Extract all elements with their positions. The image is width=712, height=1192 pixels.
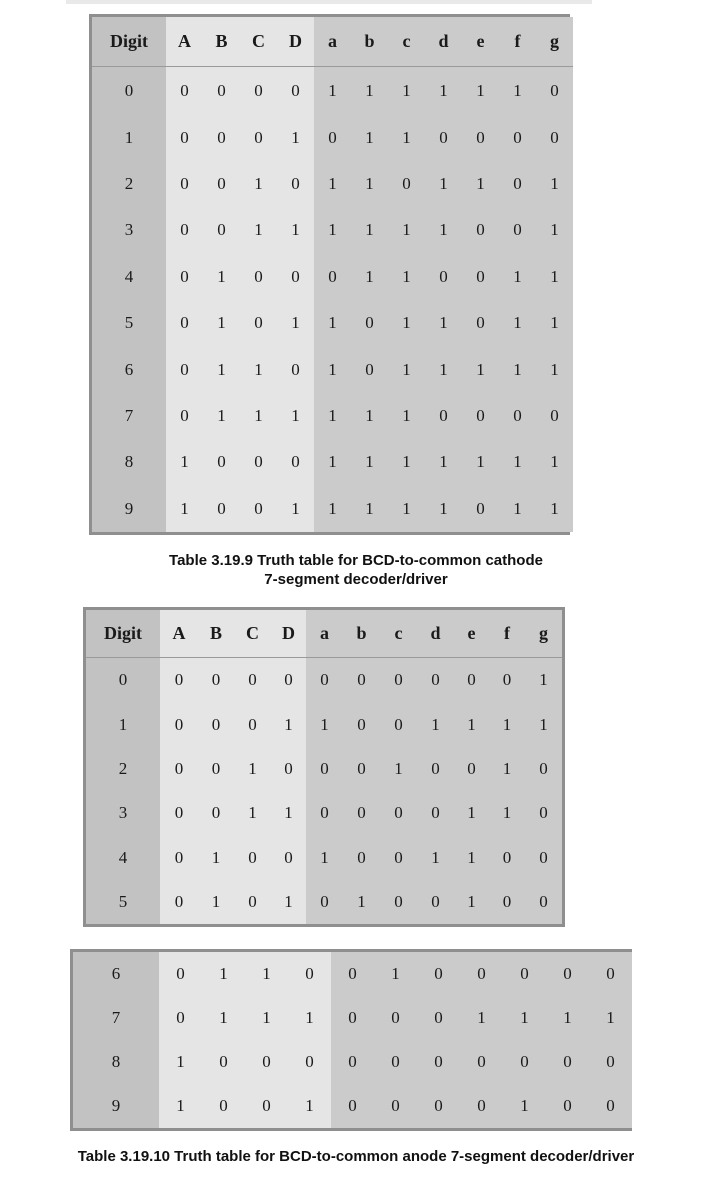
bit-cell: 1 (462, 346, 499, 392)
digit-cell: 6 (92, 346, 166, 392)
table-row (92, 300, 573, 346)
bit-cell: 1 (388, 393, 425, 439)
bit-cell: 0 (589, 952, 632, 996)
bit-cell: 1 (277, 207, 314, 253)
bit-cell: 1 (306, 703, 343, 747)
bit-cell: 0 (460, 1040, 503, 1084)
header-C: C (240, 17, 277, 67)
digit-cell: 9 (92, 486, 166, 532)
bit-cell: 1 (203, 393, 240, 439)
bit-cell: 0 (417, 791, 454, 835)
bit-cell: 0 (160, 836, 198, 880)
bit-cell: 0 (203, 114, 240, 160)
bit-cell: 0 (454, 747, 489, 791)
bit-cell: 1 (314, 300, 351, 346)
bit-cell: 0 (499, 207, 536, 253)
bit-cell: 1 (240, 207, 277, 253)
bit-cell: 0 (198, 791, 234, 835)
bit-cell: 0 (234, 880, 271, 924)
bit-cell: 1 (388, 254, 425, 300)
bit-cell: 0 (166, 300, 203, 346)
bit-cell: 1 (425, 439, 462, 485)
bit-cell: 1 (203, 346, 240, 392)
header-e: e (462, 17, 499, 67)
bit-cell: 0 (277, 439, 314, 485)
bit-cell: 0 (454, 658, 489, 703)
table-grid (86, 610, 562, 924)
bit-cell: 1 (388, 346, 425, 392)
bit-cell: 0 (314, 254, 351, 300)
bit-cell: 1 (417, 703, 454, 747)
bit-cell: 0 (536, 67, 573, 115)
bit-cell: 0 (160, 880, 198, 924)
bit-cell: 0 (314, 114, 351, 160)
bit-cell: 1 (388, 114, 425, 160)
bit-cell: 0 (462, 486, 499, 532)
bit-cell: 1 (351, 67, 388, 115)
bit-cell: 0 (277, 161, 314, 207)
bit-cell: 1 (536, 300, 573, 346)
bit-cell: 1 (198, 836, 234, 880)
bit-cell: 0 (417, 747, 454, 791)
bit-cell: 1 (454, 836, 489, 880)
bit-cell: 1 (460, 996, 503, 1040)
bit-cell: 0 (203, 486, 240, 532)
bit-cell: 1 (503, 1084, 546, 1128)
bit-cell: 0 (202, 1040, 245, 1084)
bit-cell: 1 (159, 1040, 202, 1084)
truth-table-common-cathode (89, 14, 570, 535)
bit-cell: 0 (203, 207, 240, 253)
bit-cell: 0 (525, 836, 562, 880)
bit-cell: 0 (460, 952, 503, 996)
bit-cell: 0 (166, 114, 203, 160)
bit-cell: 0 (460, 1084, 503, 1128)
table-row (86, 747, 562, 791)
bit-cell: 1 (546, 996, 589, 1040)
bit-cell: 0 (417, 1084, 460, 1128)
bit-cell: 0 (271, 658, 306, 703)
digit-cell: 1 (86, 703, 160, 747)
table-row (86, 836, 562, 880)
bit-cell: 1 (245, 996, 288, 1040)
digit-cell: 5 (86, 880, 160, 924)
bit-cell: 1 (314, 346, 351, 392)
bit-cell: 0 (503, 1040, 546, 1084)
bit-cell: 0 (202, 1084, 245, 1128)
bit-cell: 0 (546, 1084, 589, 1128)
bit-cell: 0 (462, 300, 499, 346)
bit-cell: 1 (425, 161, 462, 207)
header-C: C (234, 610, 271, 658)
bit-cell: 0 (380, 836, 417, 880)
bit-cell: 1 (202, 952, 245, 996)
bit-cell: 0 (525, 880, 562, 924)
bit-cell: 0 (240, 300, 277, 346)
bit-cell: 1 (425, 346, 462, 392)
bit-cell: 0 (425, 254, 462, 300)
table-grid (92, 17, 573, 532)
bit-cell: 0 (546, 952, 589, 996)
bit-cell: 0 (288, 952, 331, 996)
bit-cell: 0 (589, 1040, 632, 1084)
bit-cell: 0 (489, 658, 525, 703)
bit-cell: 1 (388, 207, 425, 253)
bit-cell: 0 (503, 952, 546, 996)
bit-cell: 1 (499, 67, 536, 115)
bit-cell: 1 (351, 114, 388, 160)
bit-cell: 1 (499, 439, 536, 485)
digit-cell: 4 (86, 836, 160, 880)
bit-cell: 1 (271, 703, 306, 747)
bit-cell: 1 (351, 254, 388, 300)
bit-cell: 0 (159, 996, 202, 1040)
table-row (92, 114, 573, 160)
digit-cell: 4 (92, 254, 166, 300)
bit-cell: 1 (314, 439, 351, 485)
bit-cell: 0 (589, 1084, 632, 1128)
bit-cell: 1 (374, 952, 417, 996)
table-row (92, 254, 573, 300)
bit-cell: 1 (166, 486, 203, 532)
digit-cell: 8 (73, 1040, 159, 1084)
bit-cell: 1 (425, 300, 462, 346)
table-row (92, 346, 573, 392)
table-row (73, 996, 632, 1040)
bit-cell: 0 (198, 703, 234, 747)
bit-cell: 1 (499, 346, 536, 392)
bit-cell: 0 (351, 346, 388, 392)
bit-cell: 1 (351, 486, 388, 532)
table-row (86, 880, 562, 924)
bit-cell: 1 (351, 161, 388, 207)
bit-cell: 1 (536, 486, 573, 532)
bit-cell: 1 (234, 791, 271, 835)
table-caption-cathode-line2: 7-segment decoder/driver (264, 571, 448, 588)
bit-cell: 1 (388, 486, 425, 532)
header-B: B (198, 610, 234, 658)
bit-cell: 1 (277, 393, 314, 439)
digit-cell: 1 (92, 114, 166, 160)
bit-cell: 0 (277, 254, 314, 300)
bit-cell: 0 (536, 393, 573, 439)
table-row (86, 658, 562, 703)
bit-cell: 0 (159, 952, 202, 996)
truth-table-common-anode-part1 (83, 607, 565, 927)
bit-cell: 0 (380, 880, 417, 924)
table-row (73, 952, 632, 996)
bit-cell: 0 (240, 439, 277, 485)
header-b: b (343, 610, 380, 658)
bit-cell: 1 (525, 658, 562, 703)
bit-cell: 0 (374, 996, 417, 1040)
digit-cell: 9 (73, 1084, 159, 1128)
digit-cell: 7 (73, 996, 159, 1040)
bit-cell: 1 (499, 254, 536, 300)
bit-cell: 0 (203, 439, 240, 485)
bit-cell: 1 (271, 880, 306, 924)
bit-cell: 1 (489, 747, 525, 791)
bit-cell: 0 (343, 791, 380, 835)
digit-cell: 0 (92, 67, 166, 115)
table-row (92, 161, 573, 207)
bit-cell: 1 (234, 747, 271, 791)
bit-cell: 1 (159, 1084, 202, 1128)
bit-cell: 1 (536, 161, 573, 207)
bit-cell: 0 (374, 1084, 417, 1128)
bit-cell: 1 (351, 393, 388, 439)
bit-cell: 1 (425, 67, 462, 115)
bit-cell: 0 (234, 836, 271, 880)
bit-cell: 1 (314, 67, 351, 115)
bit-cell: 1 (277, 114, 314, 160)
table-row (92, 207, 573, 253)
bit-cell: 0 (203, 161, 240, 207)
bit-cell: 1 (536, 439, 573, 485)
bit-cell: 1 (240, 393, 277, 439)
bit-cell: 0 (462, 393, 499, 439)
header-d: d (425, 17, 462, 67)
bit-cell: 0 (166, 393, 203, 439)
bit-cell: 1 (203, 254, 240, 300)
bit-cell: 1 (454, 791, 489, 835)
digit-cell: 5 (92, 300, 166, 346)
bit-cell: 0 (546, 1040, 589, 1084)
bit-cell: 1 (454, 880, 489, 924)
bit-cell: 1 (166, 439, 203, 485)
bit-cell: 1 (525, 703, 562, 747)
bit-cell: 1 (271, 791, 306, 835)
header-f: f (499, 17, 536, 67)
bit-cell: 0 (166, 67, 203, 115)
table-caption-anode: Table 3.19.10 Truth table for BCD-to-common anode 7-segment decoder/driver (77, 1148, 635, 1165)
digit-cell: 2 (92, 161, 166, 207)
digit-cell: 7 (92, 393, 166, 439)
header-d: d (417, 610, 454, 658)
bit-cell: 0 (499, 114, 536, 160)
bit-cell: 0 (166, 161, 203, 207)
bit-cell: 0 (245, 1084, 288, 1128)
bit-cell: 1 (589, 996, 632, 1040)
digit-cell: 2 (86, 747, 160, 791)
header-A: A (166, 17, 203, 67)
bit-cell: 0 (277, 67, 314, 115)
bit-cell: 1 (288, 996, 331, 1040)
bit-cell: 1 (462, 161, 499, 207)
bit-cell: 0 (417, 880, 454, 924)
digit-cell: 3 (92, 207, 166, 253)
header-D: D (277, 17, 314, 67)
header-c: c (388, 17, 425, 67)
bit-cell: 0 (417, 996, 460, 1040)
bit-cell: 1 (306, 836, 343, 880)
header-e: e (454, 610, 489, 658)
bit-cell: 1 (351, 207, 388, 253)
bit-cell: 0 (425, 393, 462, 439)
header-A: A (160, 610, 198, 658)
bit-cell: 1 (417, 836, 454, 880)
header-digit: Digit (86, 610, 160, 658)
bit-cell: 0 (380, 703, 417, 747)
header-a: a (314, 17, 351, 67)
header-f: f (489, 610, 525, 658)
bit-cell: 1 (314, 207, 351, 253)
bit-cell: 0 (198, 658, 234, 703)
table-row (86, 791, 562, 835)
bit-cell: 0 (351, 300, 388, 346)
bit-cell: 1 (288, 1084, 331, 1128)
bit-cell: 0 (462, 254, 499, 300)
bit-cell: 0 (343, 836, 380, 880)
bit-cell: 1 (536, 254, 573, 300)
table-row (92, 439, 573, 485)
bit-cell: 0 (374, 1040, 417, 1084)
bit-cell: 0 (331, 1040, 374, 1084)
table-row (92, 486, 573, 532)
digit-cell: 8 (92, 439, 166, 485)
bit-cell: 0 (499, 393, 536, 439)
truth-table-common-anode-part2 (70, 949, 632, 1131)
bit-cell: 1 (388, 300, 425, 346)
bit-cell: 0 (277, 346, 314, 392)
bit-cell: 1 (499, 486, 536, 532)
header-c: c (380, 610, 417, 658)
bit-cell: 0 (489, 880, 525, 924)
bit-cell: 1 (536, 346, 573, 392)
bit-cell: 1 (536, 207, 573, 253)
bit-cell: 1 (203, 300, 240, 346)
header-a: a (306, 610, 343, 658)
bit-cell: 1 (380, 747, 417, 791)
bit-cell: 1 (425, 207, 462, 253)
bit-cell: 0 (343, 658, 380, 703)
bit-cell: 0 (240, 254, 277, 300)
bit-cell: 1 (351, 439, 388, 485)
bit-cell: 0 (306, 791, 343, 835)
bit-cell: 0 (331, 996, 374, 1040)
bit-cell: 0 (166, 346, 203, 392)
digit-cell: 3 (86, 791, 160, 835)
bit-cell: 0 (288, 1040, 331, 1084)
bit-cell: 0 (462, 114, 499, 160)
bit-cell: 0 (234, 658, 271, 703)
bit-cell: 1 (314, 486, 351, 532)
table-header-row (86, 610, 562, 658)
table-row (92, 67, 573, 115)
bit-cell: 0 (417, 1040, 460, 1084)
bit-cell: 0 (380, 791, 417, 835)
bit-cell: 0 (234, 703, 271, 747)
bit-cell: 1 (245, 952, 288, 996)
bit-cell: 0 (240, 486, 277, 532)
digit-cell: 0 (86, 658, 160, 703)
bit-cell: 0 (417, 658, 454, 703)
table-row (92, 393, 573, 439)
bit-cell: 0 (306, 658, 343, 703)
bit-cell: 1 (499, 300, 536, 346)
bit-cell: 1 (489, 791, 525, 835)
bit-cell: 1 (425, 486, 462, 532)
bit-cell: 0 (203, 67, 240, 115)
bit-cell: 0 (417, 952, 460, 996)
digit-cell: 6 (73, 952, 159, 996)
bit-cell: 0 (306, 880, 343, 924)
bit-cell: 0 (525, 747, 562, 791)
header-g: g (536, 17, 573, 67)
bit-cell: 0 (489, 836, 525, 880)
bit-cell: 0 (198, 747, 234, 791)
bit-cell: 1 (343, 880, 380, 924)
bit-cell: 0 (536, 114, 573, 160)
bit-cell: 1 (240, 161, 277, 207)
table-header-row (92, 17, 573, 67)
bit-cell: 0 (525, 791, 562, 835)
bit-cell: 0 (240, 67, 277, 115)
bit-cell: 0 (240, 114, 277, 160)
bit-cell: 0 (166, 207, 203, 253)
bit-cell: 1 (454, 703, 489, 747)
top-divider (66, 0, 592, 4)
bit-cell: 0 (160, 791, 198, 835)
header-digit: Digit (92, 17, 166, 67)
bit-cell: 1 (277, 300, 314, 346)
bit-cell: 1 (240, 346, 277, 392)
bit-cell: 0 (462, 207, 499, 253)
bit-cell: 0 (343, 747, 380, 791)
bit-cell: 1 (503, 996, 546, 1040)
table-row (73, 1040, 632, 1084)
bit-cell: 1 (202, 996, 245, 1040)
header-D: D (271, 610, 306, 658)
bit-cell: 0 (160, 747, 198, 791)
bit-cell: 1 (198, 880, 234, 924)
bit-cell: 1 (277, 486, 314, 532)
bit-cell: 1 (314, 393, 351, 439)
bit-cell: 0 (160, 703, 198, 747)
bit-cell: 0 (331, 952, 374, 996)
bit-cell: 0 (160, 658, 198, 703)
bit-cell: 0 (306, 747, 343, 791)
bit-cell: 0 (425, 114, 462, 160)
bit-cell: 0 (331, 1084, 374, 1128)
bit-cell: 1 (462, 67, 499, 115)
bit-cell: 0 (166, 254, 203, 300)
bit-cell: 0 (388, 161, 425, 207)
bit-cell: 1 (462, 439, 499, 485)
header-b: b (351, 17, 388, 67)
table-row (73, 1084, 632, 1128)
bit-cell: 1 (314, 161, 351, 207)
table-caption-cathode-line1: Table 3.19.9 Truth table for BCD-to-common cathode (169, 552, 543, 569)
bit-cell: 0 (245, 1040, 288, 1084)
header-B: B (203, 17, 240, 67)
bit-cell: 1 (388, 67, 425, 115)
header-g: g (525, 610, 562, 658)
bit-cell: 0 (271, 747, 306, 791)
bit-cell: 0 (343, 703, 380, 747)
bit-cell: 1 (489, 703, 525, 747)
bit-cell: 1 (388, 439, 425, 485)
bit-cell: 0 (271, 836, 306, 880)
bit-cell: 0 (380, 658, 417, 703)
table-grid (73, 952, 632, 1128)
table-row (86, 703, 562, 747)
bit-cell: 0 (499, 161, 536, 207)
